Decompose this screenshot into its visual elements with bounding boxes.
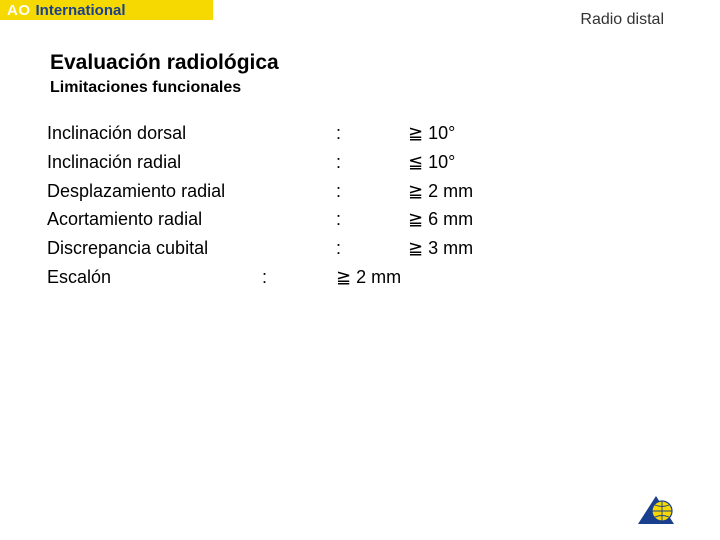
criteria-separator: : <box>262 267 268 287</box>
criteria-row <box>0 267 720 293</box>
criteria-separator: : <box>336 123 342 143</box>
section-label: Radio distal <box>580 11 664 28</box>
slide-subtitle: Limitaciones funcionales <box>50 79 242 96</box>
criteria-label: Desplazamiento radial <box>47 181 226 201</box>
ao-logo-icon <box>636 494 676 526</box>
criteria-value: ≧ 10° <box>408 123 456 143</box>
brand-ao: AO <box>7 1 31 19</box>
criteria-value: ≧ 6 mm <box>408 209 474 229</box>
criteria-label: Discrepancia cubital <box>47 238 209 258</box>
criteria-row <box>0 238 720 264</box>
criteria-value: ≦ 10° <box>408 152 456 172</box>
criteria-label: Inclinación dorsal <box>47 123 187 143</box>
criteria-separator: : <box>336 181 342 201</box>
criteria-label: Escalón <box>47 267 112 287</box>
criteria-separator: : <box>336 238 342 258</box>
criteria-label: Inclinación radial <box>47 152 182 172</box>
slide-title: Evaluación radiológica <box>50 51 279 74</box>
criteria-value: ≧ 2 mm <box>336 267 402 287</box>
criteria-row <box>0 209 720 235</box>
criteria-separator: : <box>336 209 342 229</box>
criteria-row <box>0 152 720 178</box>
criteria-value: ≧ 3 mm <box>408 238 474 258</box>
criteria-row <box>0 123 720 149</box>
criteria-label: Acortamiento radial <box>47 209 203 229</box>
criteria-value: ≧ 2 mm <box>408 181 474 201</box>
brand-name: International <box>35 1 126 19</box>
criteria-row <box>0 181 720 207</box>
criteria-separator: : <box>336 152 342 172</box>
